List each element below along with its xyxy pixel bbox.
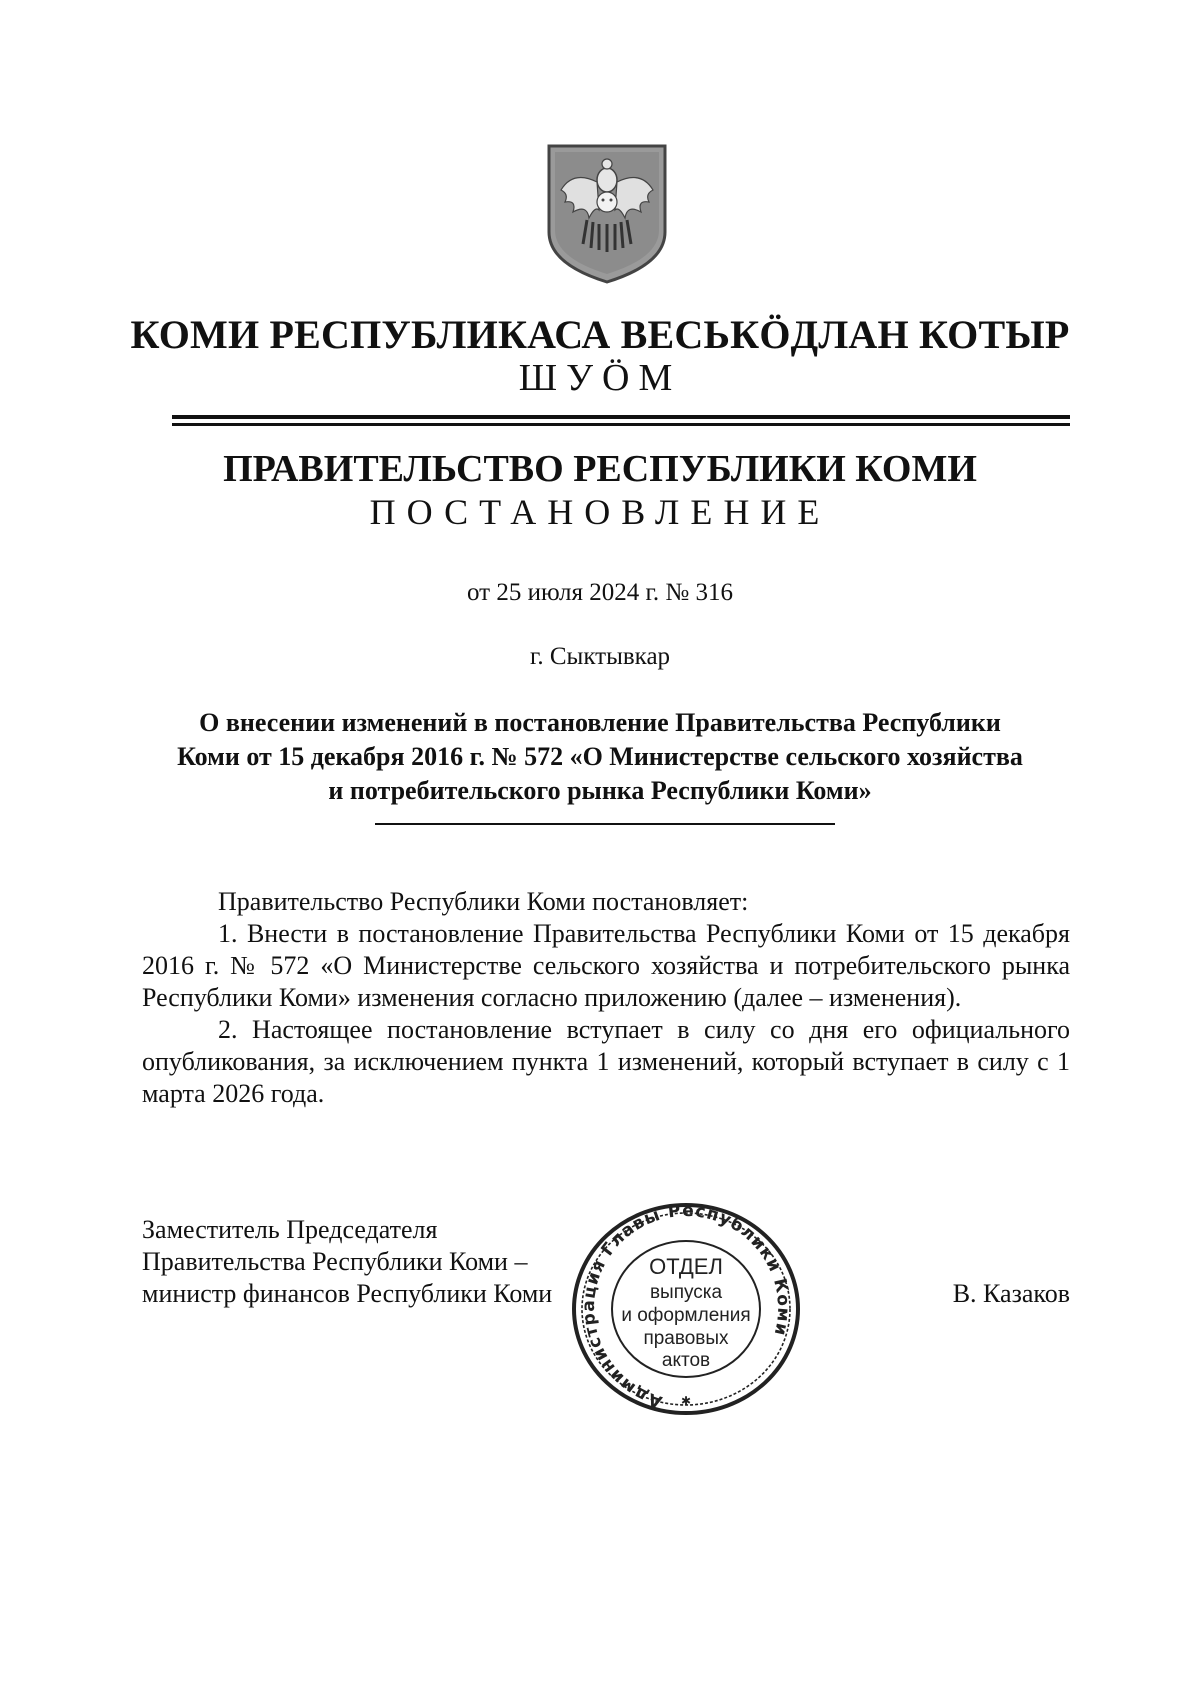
svg-text:и оформления: и оформления bbox=[621, 1305, 751, 1326]
body-paragraph: Правительство Республики Коми постановляет: bbox=[218, 887, 749, 916]
document-city: г. Сыктывкар bbox=[529, 643, 671, 670]
komi-org-title: КОМИ РЕСПУБЛИКАСА ВЕСЬКӦДЛАН КОТЫР bbox=[130, 312, 1070, 357]
document-date-number: от 25 июля 2024 г. № 316 bbox=[466, 579, 734, 606]
document-title-line: и потребительского рынка Республики Коми» bbox=[328, 776, 872, 805]
komi-doc-type: ШУӦМ bbox=[518, 357, 682, 399]
ru-doc-type: ПОСТАНОВЛЕНИЕ bbox=[369, 492, 831, 532]
body-paragraph: 1. Внести в постановление Правительства Республики Коми от 15 декабря 2016 г. № 572 «О Министерстве сельского хозяйства и потребительского рынка Республики Коми» изменения согласно приложению (далее – изменения). bbox=[142, 919, 1070, 1012]
document-title bbox=[140, 706, 1060, 808]
title-underline bbox=[375, 823, 835, 825]
header-divider bbox=[172, 415, 1070, 426]
document-body bbox=[142, 886, 1070, 1110]
signatory-position-line: Правительства Республики Коми – bbox=[142, 1247, 528, 1276]
komi-coat-of-arms-icon bbox=[543, 140, 671, 286]
svg-text:Администрация Главы Республики: Администрация Главы Республики Коми bbox=[578, 1200, 794, 1412]
signatory-position-line: министр финансов Республики Коми bbox=[142, 1279, 553, 1308]
svg-text:✱: ✱ bbox=[680, 1394, 692, 1408]
svg-text:правовых: правовых bbox=[643, 1328, 729, 1349]
body-paragraph: 2. Настоящее постановление вступает в силу со дня его официального опубликования, за исключением пункта 1 изменений, который вступает в силу с 1 марта 2026 года. bbox=[142, 1015, 1070, 1108]
svg-text:ОТДЕЛ: ОТДЕЛ bbox=[649, 1254, 723, 1279]
signatory-name: В. Казаков bbox=[952, 1279, 1070, 1308]
document-title-line: Коми от 15 декабря 2016 г. № 572 «О Министерстве сельского хозяйства bbox=[177, 742, 1023, 771]
svg-text:выпуска: выпуска bbox=[649, 1282, 723, 1303]
svg-text:актов: актов bbox=[661, 1350, 711, 1371]
document-title-line: О внесении изменений в постановление Правительства Республики bbox=[199, 708, 1001, 737]
signatory-position-line: Заместитель Председателя bbox=[142, 1215, 438, 1244]
official-stamp bbox=[566, 1200, 806, 1418]
ru-org-title: ПРАВИТЕЛЬСТВО РЕСПУБЛИКИ КОМИ bbox=[223, 448, 977, 490]
